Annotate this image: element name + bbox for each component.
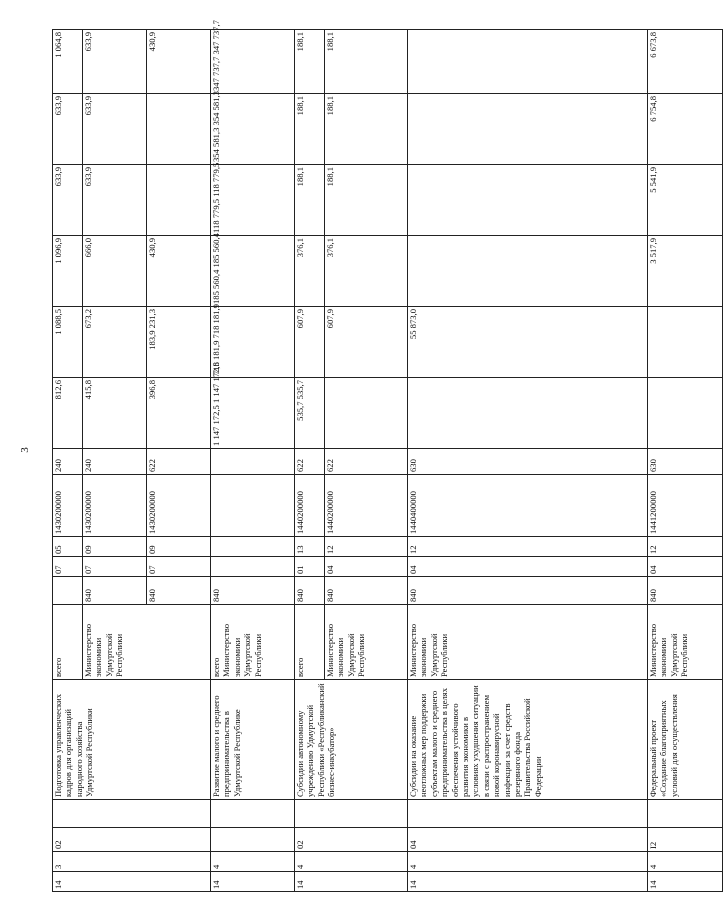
table-cell: [408, 378, 648, 449]
table-row: [295, 30, 325, 892]
table-cell: [211, 475, 295, 537]
table-cell: всего Министерство экономики Удмуртской Республики: [211, 605, 295, 680]
table-cell: 840: [408, 577, 648, 605]
table-cell: 07: [53, 557, 83, 577]
table-cell: 415,8: [83, 378, 147, 449]
table-cell: [147, 165, 211, 236]
table-cell: [211, 828, 295, 852]
table-cell: 630: [408, 449, 648, 475]
table-cell: 840: [325, 577, 408, 605]
table-cell: 633,9: [53, 94, 83, 165]
table-cell: 1 096,9: [53, 236, 83, 307]
table-cell: 840: [295, 577, 325, 605]
table-cell: 376,1: [295, 236, 325, 307]
table-cell: Развитие малого и среднего предпринимательства в Удмуртской Республике: [211, 680, 295, 800]
table-cell: 376,1: [325, 236, 408, 307]
table-cell: 1440400000: [408, 475, 648, 537]
table-cell: 13: [295, 537, 325, 557]
table-cell: 5 541,9: [648, 165, 723, 236]
table-cell: 6 754,8: [648, 94, 723, 165]
table-row: [648, 30, 723, 892]
table-cell: [147, 94, 211, 165]
table-cell: 188,1: [295, 30, 325, 94]
table-cell: 718 181,9 718 181,9: [211, 307, 295, 378]
table-cell: Министерство экономики Удмуртской Республики: [325, 605, 408, 680]
page-number: 3: [18, 447, 31, 453]
table-cell: 12: [408, 537, 648, 557]
table-cell: 09: [147, 537, 211, 557]
table-cell: [408, 30, 648, 94]
table-cell: 01: [295, 557, 325, 577]
table-cell: [325, 378, 408, 449]
table-cell: 3: [53, 852, 211, 872]
rotated-page: [52, 20, 690, 892]
table-cell: 188,1: [325, 94, 408, 165]
table-cell: 04: [408, 557, 648, 577]
table-cell: [53, 800, 211, 828]
table-cell: [408, 800, 648, 828]
table-cell: всего: [295, 605, 325, 680]
table-cell: 347 737,7 347 737,7: [211, 30, 295, 94]
table-cell: 1 088,5: [53, 307, 83, 378]
table-cell: [408, 165, 648, 236]
table-cell: 840: [648, 577, 723, 605]
table-cell: 188,1: [295, 165, 325, 236]
table-cell: 4: [211, 852, 295, 872]
table-cell: 14: [295, 872, 408, 892]
table-row: [53, 30, 83, 892]
table-cell: [648, 307, 723, 378]
table-cell: I2: [648, 828, 723, 852]
table-cell: Министерство экономики Удмуртской Республики: [83, 605, 211, 680]
table-cell: 840: [83, 577, 147, 605]
table-cell: 1 064,8: [53, 30, 83, 94]
table-cell: 4: [408, 852, 648, 872]
table-cell: 622: [147, 449, 211, 475]
table-cell: 6 673,8: [648, 30, 723, 94]
table-cell: 188,1: [295, 94, 325, 165]
table-cell: 3 517,9: [648, 236, 723, 307]
table-cell: 02: [295, 828, 408, 852]
table-cell: [53, 577, 83, 605]
table-cell: 430,9: [147, 30, 211, 94]
table-cell: [408, 236, 648, 307]
table-cell: 630: [648, 449, 723, 475]
table-cell: [211, 800, 295, 828]
table-cell: 633,9: [83, 94, 147, 165]
table-cell: 622: [325, 449, 408, 475]
table-cell: 840: [211, 577, 295, 605]
table-cell: 02: [53, 828, 211, 852]
table-cell: 354 581,3 354 581,3: [211, 94, 295, 165]
table-cell: 09: [83, 537, 147, 557]
table-cell: [211, 449, 295, 475]
table-cell: 812,6: [53, 378, 83, 449]
table-cell: 1 147 172,5 1 147 172,5: [211, 378, 295, 449]
table-cell: 666,0: [83, 236, 147, 307]
table-cell: 1440200000: [295, 475, 325, 537]
table-cell: 535,7 535,7: [295, 378, 325, 449]
table-cell: 633,9: [83, 30, 147, 94]
table-cell: [648, 800, 723, 828]
table-cell: 1430200000: [147, 475, 211, 537]
table-cell: 607,9: [325, 307, 408, 378]
table-cell: 430,9: [147, 236, 211, 307]
table-cell: 12: [325, 537, 408, 557]
table-cell: 12: [648, 537, 723, 557]
table-cell: [211, 557, 295, 577]
table-cell: 07: [83, 557, 147, 577]
table-cell: 14: [211, 872, 295, 892]
table-cell: 840: [147, 577, 211, 605]
table-cell: Министерство экономики Удмуртской Республики: [408, 605, 648, 680]
table-cell: 4: [648, 852, 723, 872]
table-cell: 188,1: [325, 30, 408, 94]
table-cell: 04: [408, 828, 648, 852]
table-cell: Субсидии автономному учреждению Удмуртской Республики «Республиканский бизнес-инкубатор»: [295, 680, 408, 800]
table-cell: 185 560,4 185 560,4: [211, 236, 295, 307]
table-cell: 05: [53, 537, 83, 557]
table-cell: [295, 800, 408, 828]
table-cell: [648, 378, 723, 449]
table-cell: 14: [648, 872, 723, 892]
table-cell: 396,8: [147, 378, 211, 449]
table-cell: 55 873,0: [408, 307, 648, 378]
table-cell: [211, 537, 295, 557]
table-cell: 4: [295, 852, 408, 872]
table-cell: 1430200000: [53, 475, 83, 537]
table-cell: 07: [147, 557, 211, 577]
table-cell: 14: [408, 872, 648, 892]
table-cell: 1441200000: [648, 475, 723, 537]
table-cell: 04: [648, 557, 723, 577]
table-cell: Субсидии на оказание неотложных мер поддержки субъектам малого и среднего предпринимательства в целях обеспечения устойчивого развития экономики в условиях ухудшения ситуации в связи с распространением новой коронавирусной инфекции за счет средств резервного фонда Правительства Российской Федерации: [408, 680, 648, 800]
table-cell: 633,9: [53, 165, 83, 236]
table-row: [408, 30, 648, 892]
table-cell: 622: [295, 449, 325, 475]
budget-table: [52, 20, 723, 892]
table-cell: 183,9 231,3: [147, 307, 211, 378]
table-cell: 1440200000: [325, 475, 408, 537]
table-cell: [408, 94, 648, 165]
table-cell: 118 779,5 118 779,5: [211, 165, 295, 236]
table-cell: 240: [53, 449, 83, 475]
table-cell: 04: [325, 557, 408, 577]
table-cell: всего: [53, 605, 83, 680]
table-cell: 633,9: [83, 165, 147, 236]
table-cell: 240: [83, 449, 147, 475]
table-row: [211, 30, 295, 892]
table-cell: 14: [53, 872, 211, 892]
table-cell: 188,1: [325, 165, 408, 236]
table-cell: 607,9: [295, 307, 325, 378]
table-cell: Федеральный проект «Создание благоприятных условий для осуществления: [648, 680, 723, 800]
table-cell: Подготовка управленческих кадров для организаций народного хозяйства Удмуртской Республики: [53, 680, 211, 800]
table-cell: 673,2: [83, 307, 147, 378]
table-cell: Министерство экономики Удмуртской Республики: [648, 605, 723, 680]
table-cell: 1430200000: [83, 475, 147, 537]
